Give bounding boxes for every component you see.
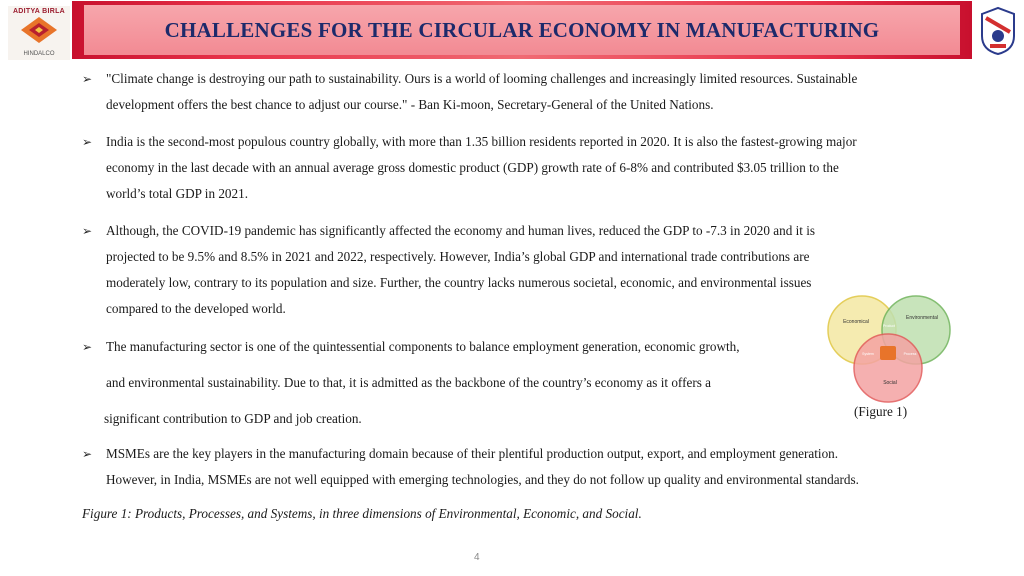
bullet-item — [82, 129, 857, 207]
bullet-text: world’s total GDP in 2021. — [106, 186, 249, 201]
institution-emblem-icon — [978, 6, 1018, 56]
title-banner — [72, 1, 972, 59]
bullet-text: compared to the developed world. — [106, 301, 286, 316]
arrow-bullet-icon: ➢ — [82, 340, 93, 354]
venn-label-system: System — [862, 352, 874, 356]
venn-label-social: Social — [883, 380, 897, 386]
bullet-text: However, in India, MSMEs are not well equipped with emerging technologies, and they do not follow up quality and environmental standards. — [106, 472, 859, 487]
arrow-bullet-icon: ➢ — [82, 224, 93, 238]
logo-brand-text: ADITYA BIRLA — [12, 8, 66, 15]
logo-emblem-icon — [19, 15, 59, 45]
bullet-item — [82, 66, 857, 118]
aditya-birla-logo — [8, 6, 70, 60]
logo-sub-text: HINDALCO — [23, 51, 55, 57]
arrow-bullet-icon: ➢ — [82, 72, 93, 86]
venn-label-product: Product — [882, 324, 896, 328]
venn-center-icon — [880, 346, 896, 360]
venn-circle-social — [854, 334, 922, 402]
bullet-item — [82, 441, 859, 493]
venn-diagram — [824, 292, 954, 404]
bullet-text: projected to be 9.5% and 8.5% in 2021 and 2022, respectively. However, India’s global GDP and international trade contributions are — [106, 249, 810, 264]
figure-caption: Figure 1: Products, Processes, and Systems, in three dimensions of Environmental, Economic, and Social. — [82, 506, 642, 521]
venn-label-environmental: Environmental — [906, 315, 938, 321]
arrow-bullet-icon: ➢ — [82, 135, 93, 149]
page-title: CHALLENGES FOR THE CIRCULAR ECONOMY IN MANUFACTURING — [164, 17, 880, 42]
bullet-text: The manufacturing sector is one of the quintessential components to balance employment generation, economic growth, — [106, 339, 740, 354]
bullet-item — [82, 218, 846, 322]
page-number: 4 — [474, 552, 480, 563]
bullet-text: moderately low, contrary to its population and size. Further, the country lacks numerous societal, economic, and environmental issues — [106, 275, 812, 290]
bullet-text: economy in the last decade with an annual average gross domestic product (GDP) growth rate of 6-8% and contributed $3.05 trillion to the — [106, 160, 839, 175]
bullet-text: and environmental sustainability. Due to that, it is admitted as the backbone of the country’s economy as it offers a — [106, 375, 712, 390]
venn-label-process: Process — [903, 352, 917, 356]
bullet-text: MSMEs are the key players in the manufacturing domain because of their plentiful production output, export, and employment generation. — [106, 446, 839, 461]
bullet-text: "Climate change is destroying our path to sustainability. Ours is a world of looming challenges and increasingly limited resources. Sustainable — [106, 71, 858, 86]
figure-reference: (Figure 1) — [854, 404, 908, 419]
bullet-text: significant contribution to GDP and job creation. — [104, 411, 362, 426]
venn-label-economical: Economical — [843, 319, 869, 325]
title-panel — [84, 5, 960, 55]
bullet-item — [82, 334, 846, 432]
institution-logo — [978, 6, 1018, 56]
bullet-text: development offers the best chance to adjust our course." - Ban Ki-moon, Secretary-General of the United Nations. — [106, 97, 714, 112]
bullet-text: Although, the COVID-19 pandemic has significantly affected the economy and human lives, reduced the GDP to -7.3 in 2020 and it is — [106, 223, 816, 238]
bullet-text: India is the second-most populous country globally, with more than 1.35 billion residents reported in 2020. It is also the fastest-growing major — [106, 134, 857, 149]
arrow-bullet-icon: ➢ — [82, 447, 93, 461]
